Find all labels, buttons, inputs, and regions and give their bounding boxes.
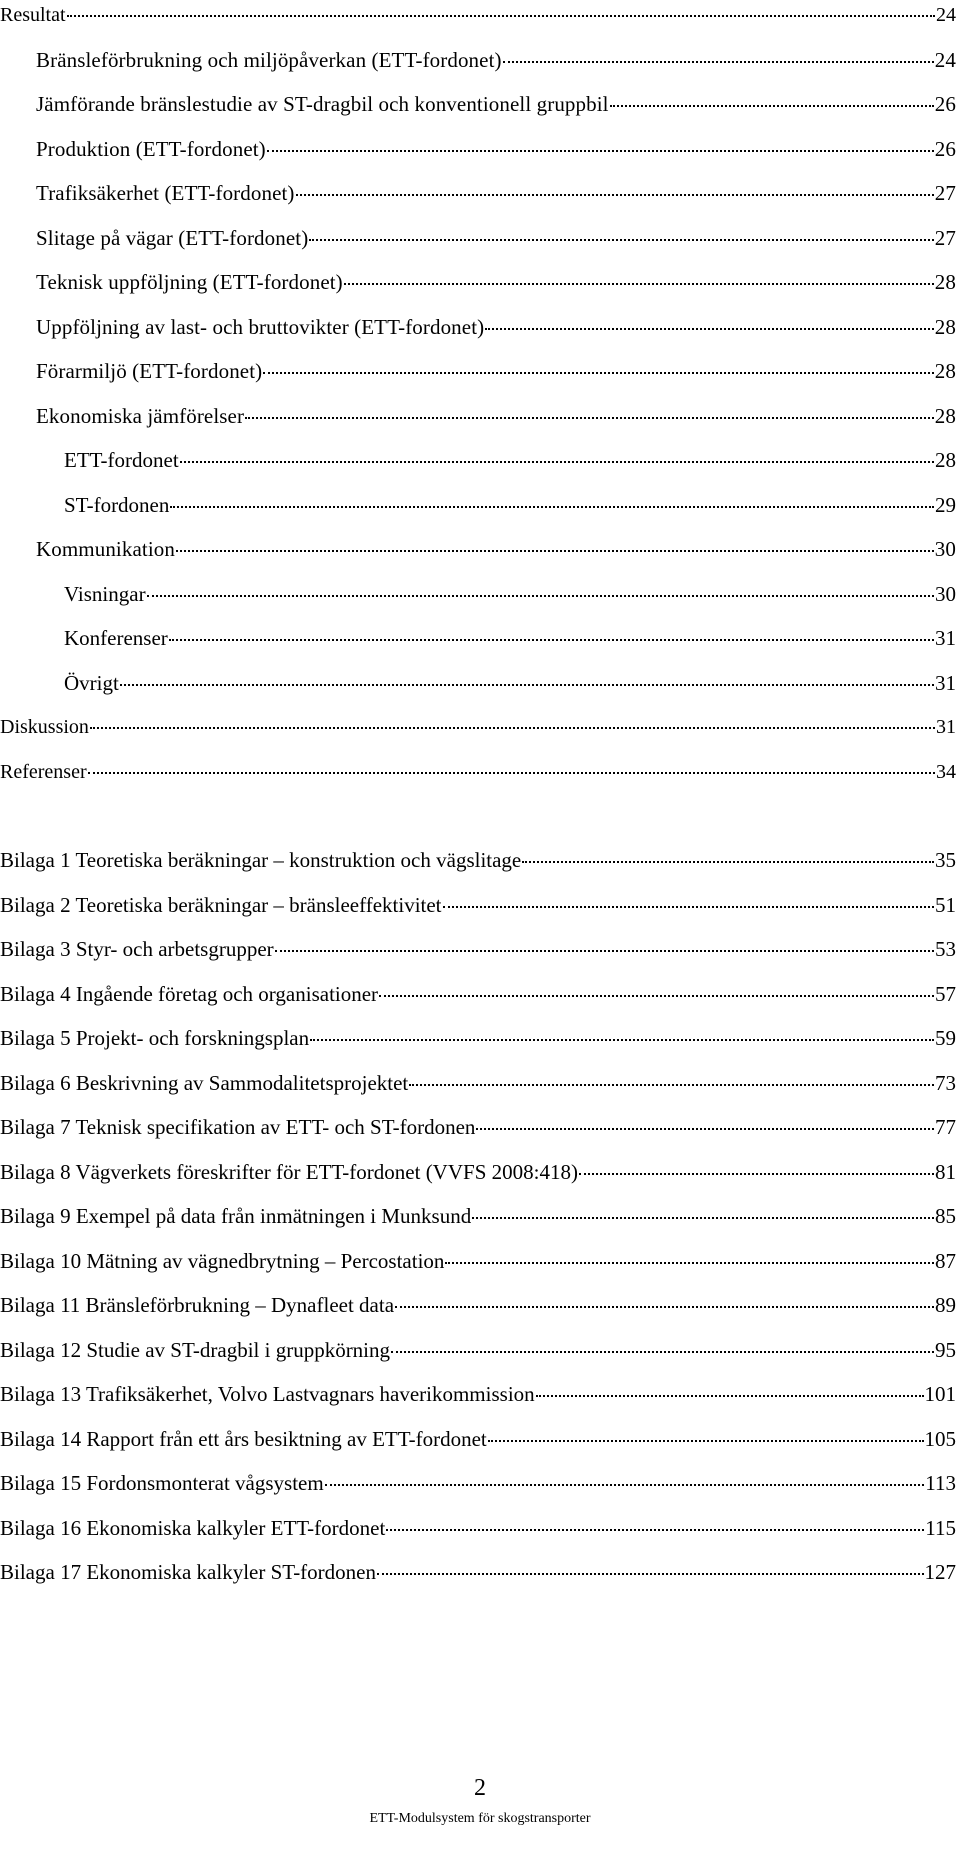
toc-entry-title: Bilaga 14 Rapport från ett års besiktning av ETT-fordonet <box>0 1426 487 1451</box>
toc-entry-page: 24 <box>936 4 956 26</box>
toc-appendices-section <box>0 845 956 1602</box>
toc-entry-page: 30 <box>934 537 956 561</box>
dot-leader <box>391 1351 934 1353</box>
dot-leader <box>476 1128 934 1130</box>
dot-leader <box>344 283 934 285</box>
toc-entry-page: 29 <box>935 492 956 517</box>
toc-appendix-entry[interactable] <box>0 1023 956 1068</box>
toc-entry-title: Bilaga 1 Teoretiska beräkningar – konstruktion och vägslitage <box>0 848 522 872</box>
toc-entry-title: Bilaga 5 Projekt- och forskningsplan <box>0 1026 310 1050</box>
dot-leader <box>245 417 934 419</box>
toc-entry-page: 101 <box>924 1382 956 1406</box>
footer-text: ETT-Modulsystem för skogstransporter <box>369 1811 591 1826</box>
dot-leader <box>275 950 934 952</box>
dot-leader <box>170 506 934 508</box>
toc-entry[interactable] <box>0 534 956 579</box>
toc-entry[interactable] <box>0 401 956 446</box>
toc-entry-title: Bilaga 16 Ekonomiska kalkyler ETT-fordonet <box>0 1515 386 1540</box>
toc-entry-title: Bilaga 15 Fordonsmonterat vågsystem <box>0 1471 324 1495</box>
dot-leader <box>88 772 935 774</box>
toc-entry[interactable] <box>0 267 956 312</box>
toc-appendix-entry[interactable] <box>0 1557 956 1602</box>
toc-entry-title: Förarmiljö (ETT-fordonet) <box>36 359 263 383</box>
dot-leader <box>263 372 934 374</box>
toc-entry[interactable] <box>0 668 956 713</box>
toc-entry-page: 73 <box>935 1070 956 1095</box>
toc-entry-title: ETT-fordonet <box>64 448 179 472</box>
toc-entry-title: Bilaga 9 Exempel på data från inmätningen i Munksund <box>0 1204 472 1228</box>
toc-entry-page: 35 <box>935 848 956 872</box>
toc-entry-title: Bilaga 4 Ingående företag och organisationer <box>0 981 379 1006</box>
toc-entry-page: 31 <box>935 626 956 650</box>
toc-entry-page: 31 <box>935 670 956 695</box>
toc-entry-title: Bilaga 12 Studie av ST-dragbil i gruppkörning <box>0 1337 391 1362</box>
toc-main-section <box>0 0 956 801</box>
toc-entry-page: 27 <box>934 225 956 250</box>
toc-entry-page: 57 <box>935 981 956 1006</box>
toc-entry-title: Övrigt <box>64 670 119 695</box>
toc-entry[interactable] <box>0 623 956 668</box>
toc-entry-page: 95 <box>935 1337 956 1362</box>
toc-entry[interactable] <box>0 445 956 490</box>
dot-leader <box>503 61 934 63</box>
toc-entry-page: 31 <box>936 716 956 738</box>
toc-appendix-entry[interactable] <box>0 1246 956 1291</box>
toc-entry-page: 77 <box>935 1115 956 1139</box>
dot-leader <box>610 105 934 107</box>
dot-leader <box>267 150 934 152</box>
toc-entry[interactable] <box>0 312 956 357</box>
toc-appendix-entry[interactable] <box>0 979 956 1024</box>
toc-appendix-entry[interactable] <box>0 1468 956 1513</box>
toc-entry-title: Diskussion <box>0 716 89 738</box>
dot-leader <box>488 1440 924 1442</box>
toc-entry-page: 53 <box>935 937 956 961</box>
dot-leader <box>579 1173 934 1175</box>
toc-entry-page: 28 <box>934 270 956 294</box>
toc-entry-page: 85 <box>935 1204 956 1228</box>
toc-entry-title: Teknisk uppföljning (ETT-fordonet) <box>36 270 343 294</box>
toc-entry-page: 89 <box>935 1293 956 1317</box>
toc-entry-page: 28 <box>934 403 956 428</box>
toc-entry-page: 105 <box>924 1426 956 1451</box>
toc-appendix-entry[interactable] <box>0 1379 956 1424</box>
toc-entry-page: 59 <box>935 1026 956 1050</box>
toc-entry[interactable] <box>0 178 956 223</box>
toc-entry-title: Bilaga 6 Beskrivning av Sammodalitetsprojektet <box>0 1070 409 1095</box>
toc-entry[interactable] <box>0 356 956 401</box>
toc-entry-title: Bilaga 8 Vägverkets föreskrifter för ETT-fordonet (VVFS 2008:418) <box>0 1159 578 1184</box>
toc-entry-title: Referenser <box>0 760 87 783</box>
toc-appendix-entry[interactable] <box>0 1157 956 1202</box>
toc-entry[interactable] <box>0 134 956 179</box>
toc-appendix-entry[interactable] <box>0 1513 956 1558</box>
dot-leader <box>522 861 934 863</box>
dot-leader <box>379 995 934 997</box>
toc-spacer <box>0 801 956 845</box>
toc-entry-page: 113 <box>925 1471 956 1495</box>
toc-entry-title: Uppföljning av last- och bruttovikter (ETT-fordonet) <box>36 314 485 339</box>
toc-entry[interactable] <box>0 45 956 90</box>
toc-entry[interactable] <box>0 0 956 45</box>
dot-leader <box>169 639 934 641</box>
toc-entry[interactable] <box>0 757 956 802</box>
toc-entry-title: Trafiksäkerhet (ETT-fordonet) <box>36 181 295 205</box>
dot-leader <box>325 1484 925 1486</box>
dot-leader <box>472 1217 934 1219</box>
toc-entry-title: Visningar <box>64 581 146 606</box>
dot-leader <box>147 595 934 597</box>
toc-entry-page: 24 <box>934 47 956 72</box>
dot-leader <box>386 1529 924 1531</box>
toc-entry-page: 87 <box>935 1248 956 1273</box>
toc-entry-page: 26 <box>934 92 956 116</box>
toc-entry-title: Jämförande bränslestudie av ST-dragbil och konventionell gruppbil <box>36 92 609 116</box>
toc-entry-page: 81 <box>935 1159 956 1184</box>
toc-entry-title: Bilaga 7 Teknisk specifikation av ETT- och ST-fordonen <box>0 1115 476 1139</box>
toc-entry-title: Kommunikation <box>36 537 175 561</box>
toc-entry-title: Bilaga 17 Ekonomiska kalkyler ST-fordonen <box>0 1560 376 1584</box>
dot-leader <box>90 727 935 729</box>
toc-entry[interactable] <box>0 579 956 624</box>
toc-entry-title: Ekonomiska jämförelser <box>36 403 245 428</box>
dot-leader <box>395 1306 934 1308</box>
dot-leader <box>445 1262 934 1264</box>
toc-entry-title: Produktion (ETT-fordonet) <box>36 136 266 161</box>
dot-leader <box>309 239 933 241</box>
toc-appendix-entry[interactable] <box>0 1424 956 1469</box>
dot-leader <box>67 15 935 17</box>
toc-entry-title: Bilaga 13 Trafiksäkerhet, Volvo Lastvagnars haverikommission <box>0 1382 535 1406</box>
toc-entry[interactable] <box>0 89 956 134</box>
dot-leader <box>443 906 934 908</box>
toc-entry[interactable] <box>0 223 956 268</box>
toc-entry-title: Bilaga 10 Mätning av vägnedbrytning – Percostation <box>0 1248 445 1273</box>
toc-entry-page: 51 <box>935 892 956 917</box>
toc-entry-title: Resultat <box>0 4 66 26</box>
toc-appendix-entry[interactable] <box>0 934 956 979</box>
toc-entry-title: Bränsleförbrukning och miljöpåverkan (ETT-fordonet) <box>36 47 502 72</box>
toc-entry-title: Bilaga 2 Teoretiska beräkningar – bränsleeffektivitet <box>0 892 442 917</box>
toc-appendix-entry[interactable] <box>0 890 956 935</box>
toc-appendix-entry[interactable] <box>0 1112 956 1157</box>
dot-leader <box>377 1573 924 1575</box>
toc-entry-page: 34 <box>936 760 956 783</box>
dot-leader <box>409 1084 934 1086</box>
toc-entry-page: 28 <box>934 359 956 383</box>
toc-entry-page: 28 <box>935 448 956 472</box>
page-number: 2 <box>474 1775 486 1801</box>
dot-leader <box>296 194 934 196</box>
toc-appendix-entry[interactable] <box>0 1290 956 1335</box>
toc-entry-title: Konferenser <box>64 626 168 650</box>
toc-entry-page: 28 <box>934 314 956 339</box>
toc-entry-title: Bilaga 3 Styr- och arbetsgrupper <box>0 937 274 961</box>
dot-leader <box>180 461 934 463</box>
toc-entry[interactable] <box>0 712 956 757</box>
toc-appendix-entry[interactable] <box>0 845 956 890</box>
dot-leader <box>485 328 934 330</box>
toc-entry-title: Bilaga 11 Bränsleförbrukning – Dynafleet data <box>0 1293 395 1317</box>
toc-entry-page: 127 <box>924 1560 956 1584</box>
toc-entry-page: 30 <box>935 581 956 606</box>
dot-leader <box>536 1395 924 1397</box>
toc-appendix-entry[interactable] <box>0 1068 956 1113</box>
dot-leader <box>120 684 934 686</box>
toc-entry-page: 115 <box>925 1515 956 1540</box>
toc-entry[interactable] <box>0 490 956 535</box>
toc-entry-page: 26 <box>934 136 956 161</box>
toc-entry-page: 27 <box>934 181 956 205</box>
dot-leader <box>176 550 934 552</box>
toc-entry-title: ST-fordonen <box>64 492 170 517</box>
toc-appendix-entry[interactable] <box>0 1335 956 1380</box>
toc-entry-title: Slitage på vägar (ETT-fordonet) <box>36 225 309 250</box>
dot-leader <box>310 1039 934 1041</box>
toc-appendix-entry[interactable] <box>0 1201 956 1246</box>
